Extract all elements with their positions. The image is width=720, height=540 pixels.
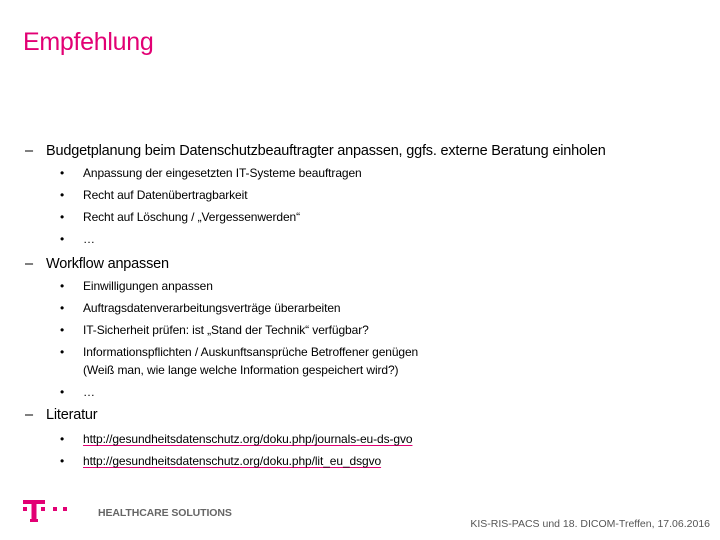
- section-heading-literatur: [25, 407, 97, 423]
- section-heading-text: Budgetplanung beim Datenschutzbeauftragter anpassen, ggfs. externe Beratung einholen: [46, 143, 606, 159]
- bullet-icon: •: [60, 432, 65, 446]
- dash-marker: –: [25, 407, 33, 423]
- bullet-icon: •: [60, 279, 65, 293]
- bullet-icon: •: [60, 385, 65, 399]
- section-heading-text: Literatur: [46, 407, 98, 423]
- section-heading-budget: [25, 143, 606, 159]
- bullet-icon: •: [60, 232, 65, 246]
- footer-note: KIS-RIS-PACS und 18. DICOM-Treffen, 17.06.2016: [470, 518, 710, 530]
- bullet-icon: •: [60, 188, 65, 202]
- bullet-icon: •: [60, 454, 65, 468]
- brand-name: HEALTHCARE SOLUTIONS: [98, 507, 232, 519]
- bullet-icon: •: [60, 210, 65, 224]
- literature-link[interactable]: http://gesundheitsdatenschutz.org/doku.php/lit_eu_dsgvo: [83, 454, 382, 468]
- telekom-t-icon: [23, 498, 75, 524]
- dash-marker: –: [25, 256, 33, 272]
- bullet-icon: •: [60, 323, 65, 337]
- section-heading-workflow: [25, 256, 169, 272]
- dash-marker: –: [25, 143, 33, 159]
- section-heading-text: Workflow anpassen: [46, 256, 169, 272]
- literature-link[interactable]: http://gesundheitsdatenschutz.org/doku.php/journals-eu-ds-gvo: [83, 432, 413, 446]
- bullet-icon: •: [60, 345, 65, 359]
- page-title: Empfehlung: [23, 28, 154, 56]
- telekom-logo: [23, 498, 75, 529]
- bullet-icon: •: [60, 166, 65, 180]
- bullet-icon: •: [60, 301, 65, 315]
